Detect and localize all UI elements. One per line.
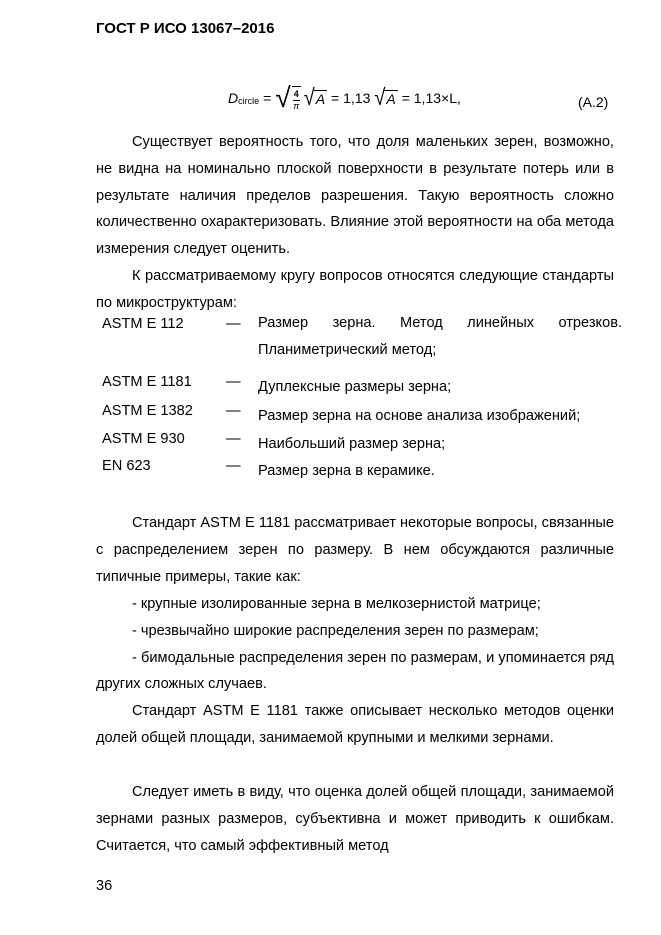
formula-a2: [228, 84, 461, 112]
dash: —: [226, 374, 241, 390]
dash: —: [226, 403, 241, 419]
paragraph-text: К рассматриваемому кругу вопросов относятся следующие стандарты по микроструктурам:: [96, 268, 614, 311]
formula-radical-a1: [303, 85, 327, 111]
fraction-numerator: 4: [293, 89, 299, 99]
fraction-denominator: π: [293, 101, 300, 111]
formula-area-1: A: [315, 91, 326, 107]
paragraph-3: [96, 510, 614, 590]
dash: —: [226, 431, 241, 447]
bullet-item: - чрезвычайно широкие распределения зерен по размерам;: [132, 622, 539, 639]
dash: —: [226, 316, 241, 332]
standard-description: Размер зерна. Метод линейных отрезков. Планиметрический метод;: [258, 315, 622, 358]
standard-code: ASTM E 112: [102, 316, 184, 332]
paragraph-text: Существует вероятность того, что доля маленьких зерен, возможно, не видна на номинально плоской поверхности в результате потерь или в результате наличия пределов разрешения. Такую вероятность сложно количественно охарактеризовать. Влияние этой вероятности на оба метода измерения следует оценить.: [96, 134, 614, 258]
formula-equals: =: [263, 90, 272, 106]
sqrt-icon: √: [303, 85, 315, 111]
formula-area-2: A: [386, 91, 396, 107]
paragraph-text: Стандарт ASTM E 1181 рассматривает некоторые вопросы, связанные с распределением зерен по размеру. В нем обсуждаются различные типичные примеры, такие как:: [96, 515, 614, 585]
standard-code: ASTM E 930: [102, 431, 185, 447]
paragraph-1: [96, 129, 614, 263]
standard-code: ASTM E 1181: [102, 374, 192, 390]
sqrt-icon: √: [374, 85, 386, 111]
paragraph-text: Стандарт ASTM E 1181 также описывает несколько методов оценки долей общей площади, занимаемой крупными и мелкими зернами.: [96, 703, 614, 746]
bullet-item: - крупные изолированные зерна в мелкозернистой матрице;: [132, 596, 541, 612]
formula-coefficient: = 1,13: [331, 90, 371, 106]
bullet-list: [96, 591, 614, 698]
standard-code: ASTM E 1382: [102, 403, 193, 419]
standard-description: Размер зерна в керамике.: [258, 463, 435, 479]
standard-description: Наибольший размер зерна;: [258, 436, 446, 452]
paragraph-2: [96, 263, 614, 317]
formula-lhs-subscript: circle: [238, 96, 260, 106]
formula-result: = 1,13×L,: [401, 90, 461, 106]
bullet-item: - бимодальные распределения зерен по размерам, и упоминается ряд других сложных случаев.: [96, 649, 614, 693]
formula-tag: (A.2): [578, 94, 609, 110]
page-number: 36: [96, 878, 113, 894]
paragraph-5: [96, 779, 614, 859]
formula-fraction: [293, 89, 300, 112]
standard-code: EN 623: [102, 458, 151, 474]
paragraph-text: Следует иметь в виду, что оценка долей общей площади, занимаемой зернами разных размеров, субъективна и может приводить к ошибкам. Считается, что самый эффективный метод: [96, 784, 614, 854]
formula-big-radical: [275, 84, 300, 112]
formula-radical-a2: [374, 85, 397, 111]
document-header: ГОСТ Р ИСО 13067–2016: [96, 20, 275, 37]
paragraph-4: [96, 698, 614, 752]
formula-lhs: D: [228, 90, 239, 106]
sqrt-icon: √: [275, 82, 291, 113]
dash: —: [226, 458, 241, 474]
standard-description: Размер зерна на основе анализа изображений;: [258, 408, 581, 424]
standard-description: Дуплексные размеры зерна;: [258, 379, 452, 395]
